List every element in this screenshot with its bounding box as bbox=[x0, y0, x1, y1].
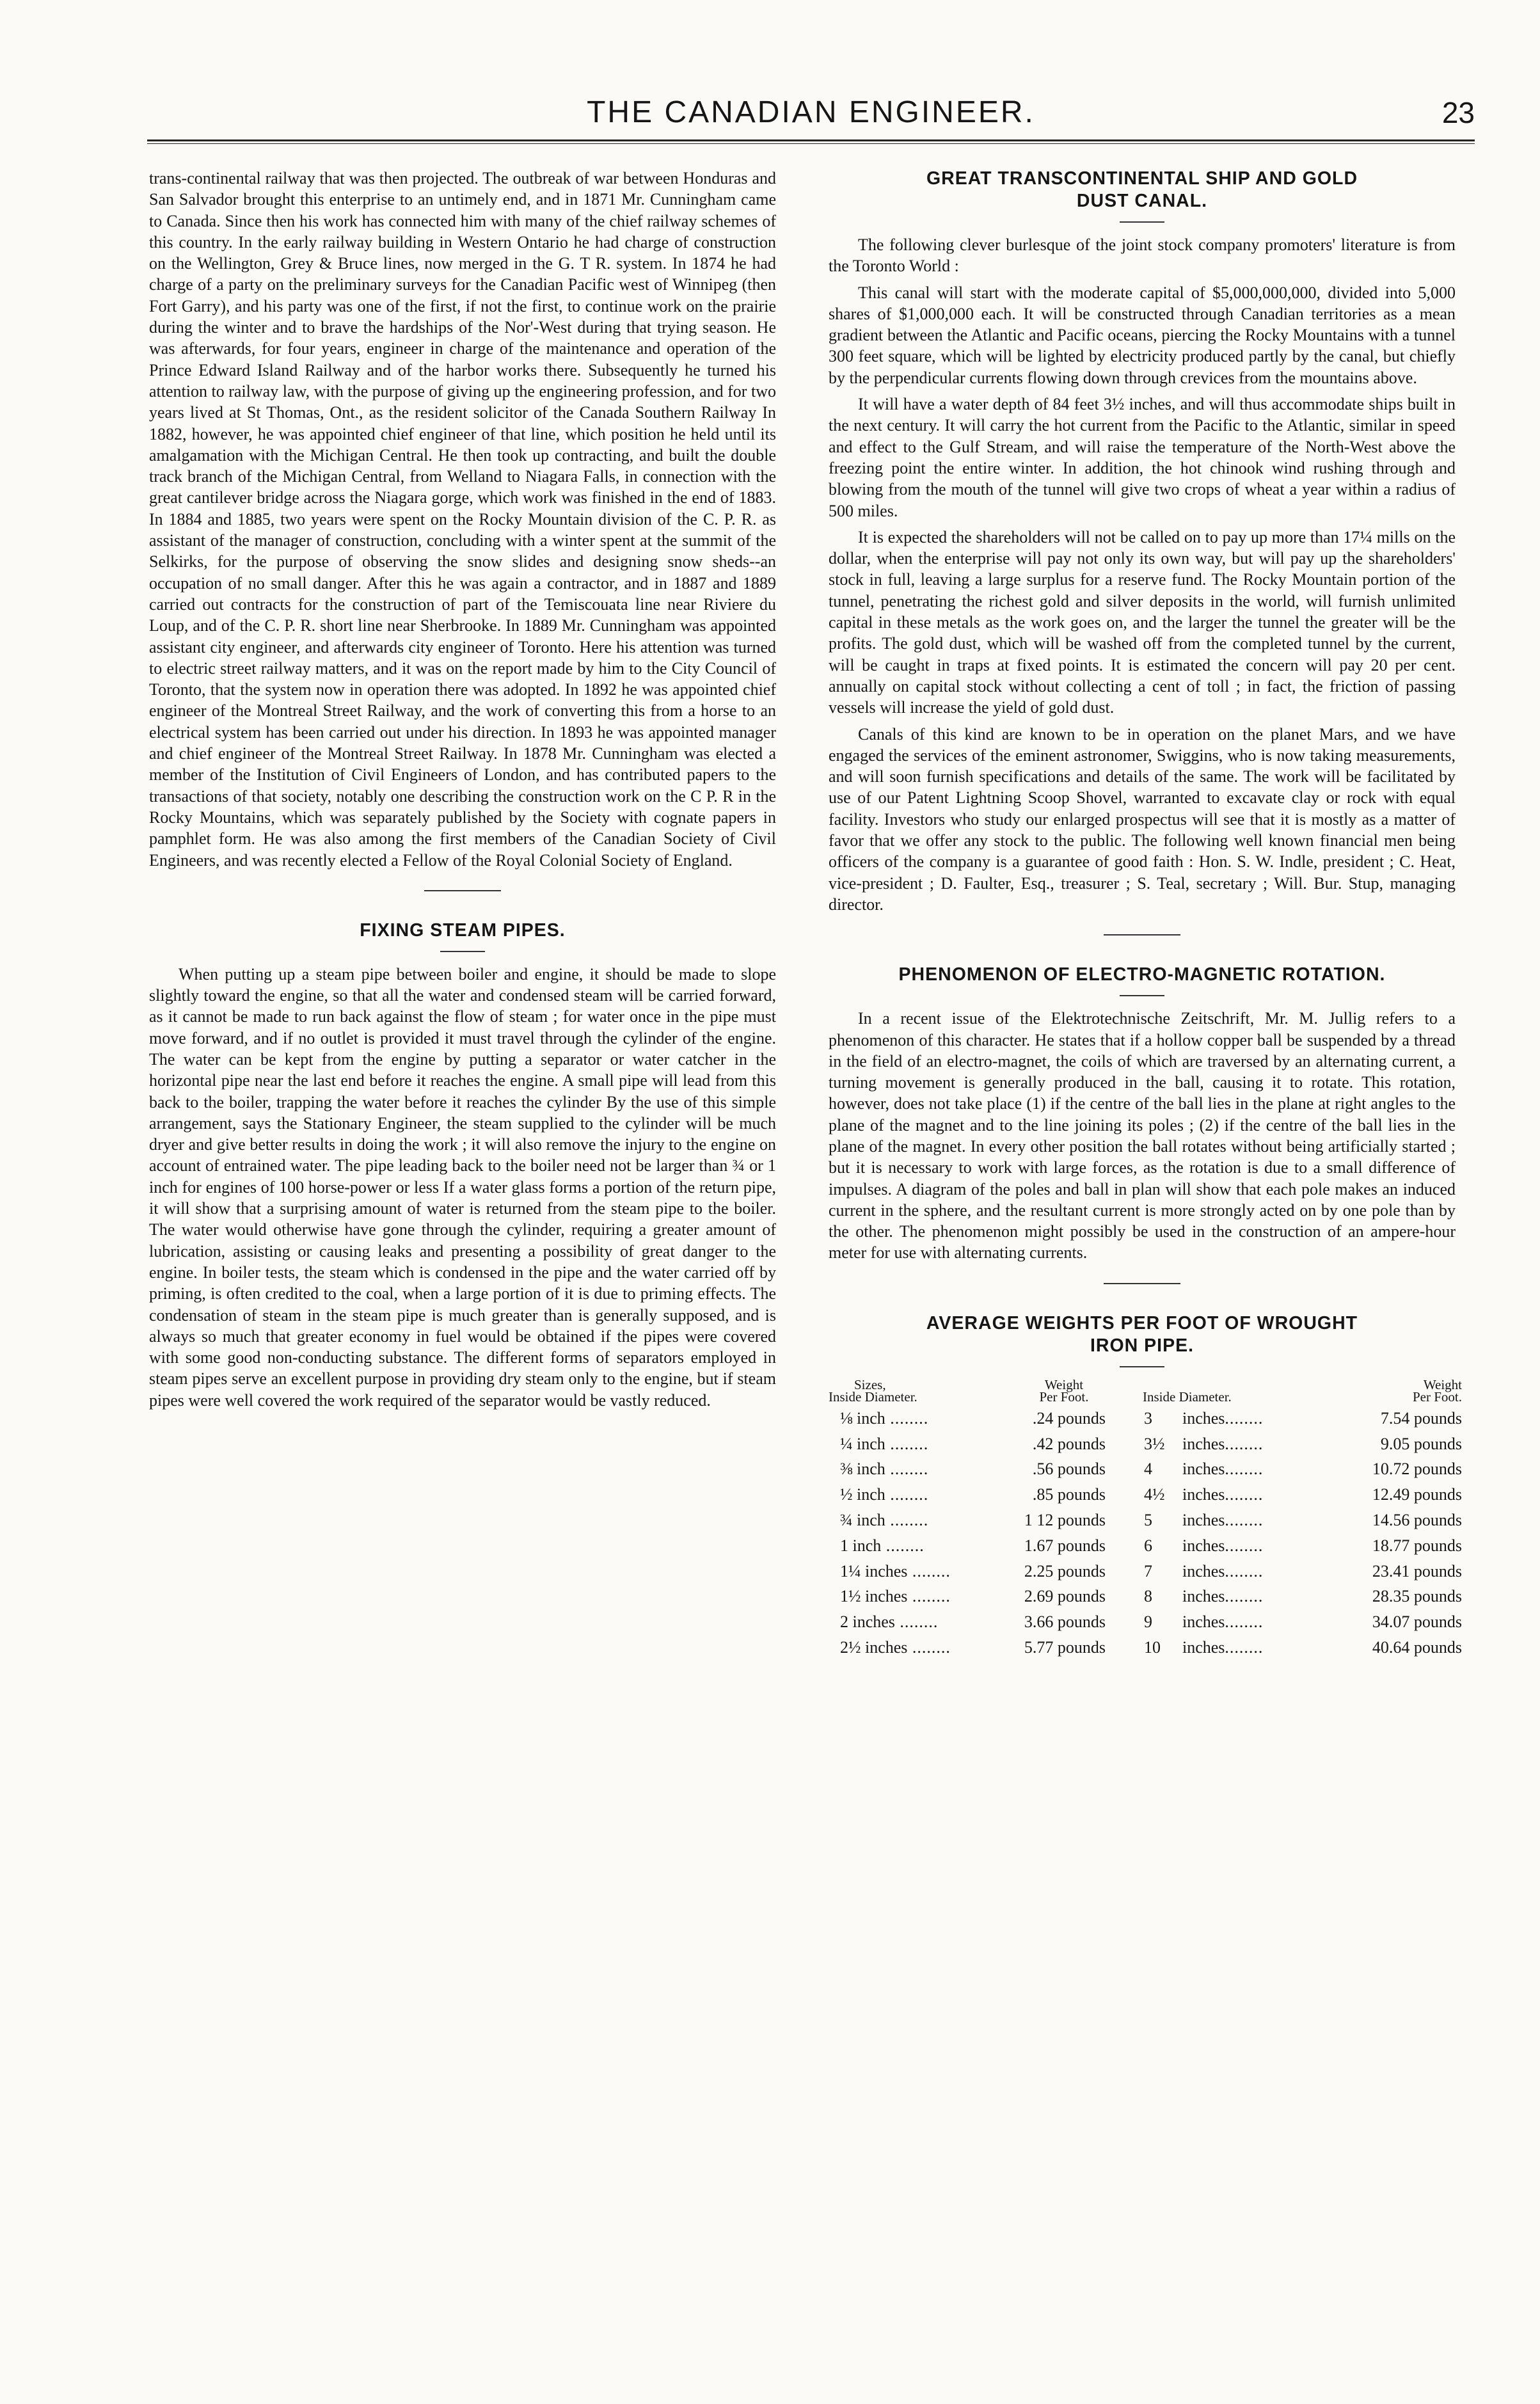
weight-right: 7.54 pounds bbox=[1380, 1408, 1462, 1428]
weight-left: 1.67 pounds bbox=[1024, 1536, 1106, 1555]
size-right-unit: inches........ bbox=[1182, 1434, 1264, 1453]
heading-rule bbox=[1120, 221, 1164, 223]
size-right-number: 5 bbox=[1144, 1510, 1152, 1529]
table-header-row bbox=[829, 1379, 1462, 1406]
section-divider bbox=[424, 890, 501, 891]
canal-heading-line1: GREAT TRANSCONTINENTAL SHIP AND GOLD bbox=[926, 168, 1358, 189]
table-row bbox=[829, 1406, 1462, 1431]
size-right-number: 6 bbox=[1144, 1536, 1152, 1555]
size-left: ½ inch ........ bbox=[840, 1485, 929, 1504]
table-row bbox=[829, 1559, 1462, 1584]
canal-paragraph-mars: Canals of this kind are known to be in operation on the planet Mars, and we have engaged the services of the eminent astronomer, Swiggins, who is now taking measurements, and will soon furnish specifications and details of the same. The work will be facilitated by use of our Patent Lightning Scoop Shovel, warranted to excavate clay or rock with equal facility. Investors who study our enlarged prospectus will see that it is mostly as a matter of favor that we offer any stock to the public. The following well known financial men being officers of the company is a guarantee of good faith : Hon. S. W. Indle, president ; C. Heat, vice-president ; D. Faulter, Esq., treasurer ; S. Teal, secretary ; Will. Bur. Stup, managing director. bbox=[829, 724, 1456, 914]
masthead bbox=[147, 93, 1475, 138]
header-weight: Weight Per Foot. bbox=[1039, 1376, 1089, 1405]
size-right-unit: inches........ bbox=[1182, 1587, 1264, 1606]
weights-heading bbox=[829, 1312, 1456, 1357]
header-weight-2: Weight Per Foot. bbox=[1412, 1376, 1462, 1405]
weight-left: .85 pounds bbox=[1032, 1485, 1106, 1504]
header-inside-diameter: Inside Diameter. bbox=[1143, 1389, 1232, 1405]
canal-paragraph-shareholders: It is expected the shareholders will not be called on to pay up more than 17¼ mills on the dollar, when the enterprise will pay not only its own way, but will pay up the shareholders' stock in full, leaving a large surplus for a reserve fund. The Rocky Mountain portion of the tunnel, penetrating the richest gold and silver deposits in the world, will furnish unlimited capital in these metals as the work goes on, and the larger the tunnel the greater will be the profits. The gold dust, which will be washed off from the completed tunnel by the current, will be caught in traps at fixed points. It is estimated the concern will pay 20 per cent. annually on capital stock without collecting a cent of toll ; in fact, the friction of passing vessels will increase the yield of gold dust. bbox=[829, 527, 1456, 717]
size-left: ⅛ inch ........ bbox=[840, 1408, 929, 1428]
size-left: 1½ inches ........ bbox=[840, 1587, 951, 1606]
size-right-unit: inches........ bbox=[1182, 1561, 1264, 1580]
size-right-unit: inches........ bbox=[1182, 1536, 1264, 1555]
weight-right: 9.05 pounds bbox=[1380, 1434, 1462, 1453]
size-right-number: 7 bbox=[1144, 1561, 1152, 1580]
table-row bbox=[829, 1482, 1462, 1508]
weight-right: 14.56 pounds bbox=[1372, 1510, 1462, 1529]
right-column bbox=[829, 168, 1462, 1660]
weights-heading-line2: IRON PIPE. bbox=[1090, 1335, 1195, 1356]
canal-paragraph-capital: This canal will start with the moderate capital of $5,000,000,000, divided into 5,000 shares of $1,000,000 each. It will be constructed through Canadian territories as a mean gradient between the Atlantic and Pacific oceans, piercing the Rocky Mountains with a tunnel 300 feet square, which will be lighted by electricity produced partly by the canal, but chiefly by the perpendicular currents flowing down through crevices from the mountains above. bbox=[829, 283, 1456, 387]
table-row bbox=[829, 1635, 1462, 1660]
weight-right: 12.49 pounds bbox=[1372, 1485, 1462, 1504]
table-body bbox=[829, 1406, 1462, 1660]
weight-left: .24 pounds bbox=[1032, 1408, 1106, 1428]
weights-heading-line1: AVERAGE WEIGHTS PER FOOT OF WROUGHT bbox=[926, 1312, 1358, 1333]
weight-right: 40.64 pounds bbox=[1372, 1637, 1462, 1657]
weight-right: 34.07 pounds bbox=[1372, 1612, 1462, 1632]
masthead-rule bbox=[147, 139, 1475, 144]
size-right-number: 10 bbox=[1144, 1637, 1161, 1657]
size-right-unit: inches........ bbox=[1182, 1510, 1264, 1529]
table-row bbox=[829, 1609, 1462, 1635]
weight-left: .56 pounds bbox=[1032, 1460, 1106, 1479]
size-left: 1 inch ........ bbox=[840, 1536, 925, 1555]
size-right-unit: inches........ bbox=[1182, 1460, 1264, 1479]
weight-left: 1 12 pounds bbox=[1024, 1510, 1106, 1529]
header-sizes: Sizes, Inside Diameter. bbox=[829, 1376, 917, 1405]
size-left: ¼ inch ........ bbox=[840, 1434, 929, 1453]
section-divider bbox=[1104, 934, 1180, 935]
electro-paragraph: In a recent issue of the Elektrotechnische Zeitschrift, Mr. M. Jullig refers to a phenomenon of this character. He states that if a hollow copper ball be suspended by a thread in the field of an electro-magnet, the coils of which are traversed by an alternating current, a turning movement is generally produced in the ball, causing it to rotate. This rotation, however, does not take place (1) if the centre of the ball lies in the plane at right angles to the plane of the magnet and to the line joining its poles ; (2) if the centre of the ball lies in the plane of the magnet. In every other position the ball rotates without being artificially started ; but it is necessary to work with large forces, as the rotation is due to a small difference of impulses. A diagram of the poles and ball in plan will show that each pole makes an induced current in the sphere, and the resultant current is more strongly acted on by one pole than by the other. The phenomenon might possibly be used in the construction of an ampere-hour meter for use with alternating currents. bbox=[829, 1009, 1456, 1262]
canal-paragraph-intro: The following clever burlesque of the joint stock company promoters' literature is from the Toronto World : bbox=[829, 235, 1456, 276]
size-left: 2 inches ........ bbox=[840, 1612, 939, 1632]
electro-heading: PHENOMENON OF ELECTRO-MAGNETIC ROTATION. bbox=[898, 964, 1386, 985]
size-left: ⅜ inch ........ bbox=[840, 1460, 929, 1479]
weight-left: 2.69 pounds bbox=[1024, 1587, 1106, 1606]
canal-paragraph-depth: It will have a water depth of 84 feet 3½ inches, and will thus accommodate ships built in the next century. It will carry the hot current from the Pacific to the Atlantic, similar in speed and effect to the Gulf Stream, and will raise the temperature of the North-West above the freezing point the entire winter. In addition, the hot chinook wind rushing through and blowing from the mouth of the tunnel will give two crops of wheat a year within a radius of 500 miles. bbox=[829, 395, 1456, 520]
size-left: 1¼ inches ........ bbox=[840, 1561, 951, 1580]
weight-left: 3.66 pounds bbox=[1024, 1612, 1106, 1632]
table-row bbox=[829, 1584, 1462, 1609]
weight-right: 10.72 pounds bbox=[1372, 1460, 1462, 1479]
size-right-number: 8 bbox=[1144, 1587, 1152, 1606]
size-right-number: 3 bbox=[1144, 1408, 1152, 1428]
steam-pipes-heading: FIXING STEAM PIPES. bbox=[360, 919, 566, 941]
steam-pipes-paragraph: When putting up a steam pipe between boiler and engine, it should be made to slope slightly toward the engine, so that all the water and condensed steam will be carried forward, as it cannot be made to run back against the flow of steam ; for water once in the pipe must move forward, and if no outlet is provided it must travel through the cylinder of the engine. The water can be kept from the engine by putting a separator or water catcher in the horizontal pipe near the last end before it reaches the engine. A small pipe will lead from this back to the boiler, trapping the water before it reaches the cylinder By the use of this simple arrangement, says the Stationary Engineer, the steam supplied to the cylinder will be much dryer and give better results in doing the work ; it will also remove the injury to the engine on account of entrained water. The pipe leading back to the boiler need not be larger than ¾ or 1 inch for engines of 100 horse-power or less If a water glass forms a portion of the return pipe, it will show that a surprising amount of water is returned from the steam pipe to the boiler. The water would otherwise have gone through the cylinder, requiring a greater amount of lubrication, assisting or causing leaks and presenting a possibility of great danger to the engine. In boiler tests, the steam which is condensed in the pipe and the water carried off by priming, is often credited to the coal, when a large portion of it is due to priming effects. The condensation of steam in the steam pipe is much greater than is generally supposed, and is always so much that greater economy in fuel would be obtained if the pipes were covered with some good non-conducting substance. The different forms of separators employed in steam pipes serve an excellent purpose in providing dry steam only to the engine, but if steam pipes were well covered the work required of the separator would be vastly reduced. bbox=[149, 964, 776, 1410]
table-row bbox=[829, 1508, 1462, 1533]
size-right-number: 9 bbox=[1144, 1612, 1152, 1632]
size-right-number: 3½ bbox=[1144, 1434, 1165, 1453]
size-right-unit: inches........ bbox=[1182, 1637, 1264, 1657]
size-left: ¾ inch ........ bbox=[840, 1510, 929, 1529]
publication-title: THE CANADIAN ENGINEER. bbox=[587, 95, 1035, 129]
weight-left: 5.77 pounds bbox=[1024, 1637, 1106, 1657]
weight-left: .42 pounds bbox=[1032, 1434, 1106, 1453]
heading-rule bbox=[440, 951, 485, 952]
table-row bbox=[829, 1456, 1462, 1482]
weight-right: 23.41 pounds bbox=[1372, 1561, 1462, 1580]
left-column bbox=[149, 168, 776, 1411]
section-divider bbox=[1104, 1283, 1180, 1284]
size-right-unit: inches........ bbox=[1182, 1612, 1264, 1632]
size-right-number: 4½ bbox=[1144, 1485, 1165, 1504]
canal-heading-line2: DUST CANAL. bbox=[1076, 191, 1208, 211]
weight-right: 18.77 pounds bbox=[1372, 1536, 1462, 1555]
canal-heading bbox=[829, 168, 1456, 212]
pipe-weights-table bbox=[829, 1376, 1462, 1660]
weight-left: 2.25 pounds bbox=[1024, 1561, 1106, 1580]
size-right-unit: inches........ bbox=[1182, 1485, 1264, 1504]
table-row bbox=[829, 1431, 1462, 1457]
weight-right: 28.35 pounds bbox=[1372, 1587, 1462, 1606]
biography-paragraph: trans-continental railway that was then projected. The outbreak of war between Honduras and San Salvador brought this enterprise to an untimely end, and in 1871 Mr. Cunningham came to Canada. Since then his work has connected him with many of the chief railway schemes of this country. In the early railway building in Western Ontario he had charge of construction on the Wellington, Grey & Bruce lines, now merged in the G. T R. system. In 1874 he had charge of a party on the preliminary surveys for the Canadian Pacific west of Winnipeg (then Fort Garry), and his party was one of the first, if not the first, to continue work on the prairie during the winter and to brave the hardships of the Nor'-West during that trying season. He was afterwards, for four years, engineer in charge of the maintenance and operation of the Prince Edward Island Railway and of the harbor works there. Subsequently he turned his attention to railway law, with the purpose of giving up the engineering profession, and for two years lived at St Thomas, Ont., as the resident solicitor of the Canada Southern Railway In 1882, however, he was appointed chief engineer of that line, which position he held until its amalgamation with the Michigan Central. He then took up contracting, and built the double track branch of the Michigan Central, from Welland to Niagara Falls, in connection with the great cantilever bridge across the Niagara gorge, which work was finished in the end of 1883. In 1884 and 1885, two years were spent on the Rocky Mountain division of the C. P. R. as assistant of the manager of construction, concluding with a winter spent at the summit of the Selkirks, for the purpose of observing the snow slides and designing snow sheds--an occupation of no small danger. After this he was again a contractor, and in 1887 and 1889 carried out contracts for the construction of part of the Temiscouata line near Riviere du Loup, and of the C. P. R. short line near Sherbrooke. In 1889 Mr. Cunningham was appointed assistant city engineer, and afterwards city engineer of Toronto. Here his attention was turned to electric street railway matters, and it was on the report made by him to the City Council of Toronto, that the system now in operation there was adopted. In 1892 he was appointed chief engineer of the Montreal Street Railway, and the work of converting this from a horse to an electrical system has been carried out under his direction. In 1893 he was appointed manager and chief engineer of the Montreal Street Railway. In 1878 Mr. Cunningham was elected a member of the Institution of Civil Engineers of London, and has contributed papers to the transactions of that society, notably one describing the construction work on the C P. R in the Rocky Mountains, which was separately published by the Society with cognate papers in pamphlet form. He was also among the first members of the Canadian Society of Civil Engineers, and was recently elected a Fellow of the Royal Colonial Society of England. bbox=[149, 169, 776, 870]
size-right-unit: inches........ bbox=[1182, 1408, 1264, 1428]
table-row bbox=[829, 1533, 1462, 1559]
size-left: 2½ inches ........ bbox=[840, 1637, 951, 1657]
heading-rule bbox=[1120, 995, 1164, 996]
page-number: 23 bbox=[1441, 96, 1475, 129]
size-right-number: 4 bbox=[1144, 1460, 1152, 1479]
heading-rule bbox=[1120, 1366, 1164, 1367]
